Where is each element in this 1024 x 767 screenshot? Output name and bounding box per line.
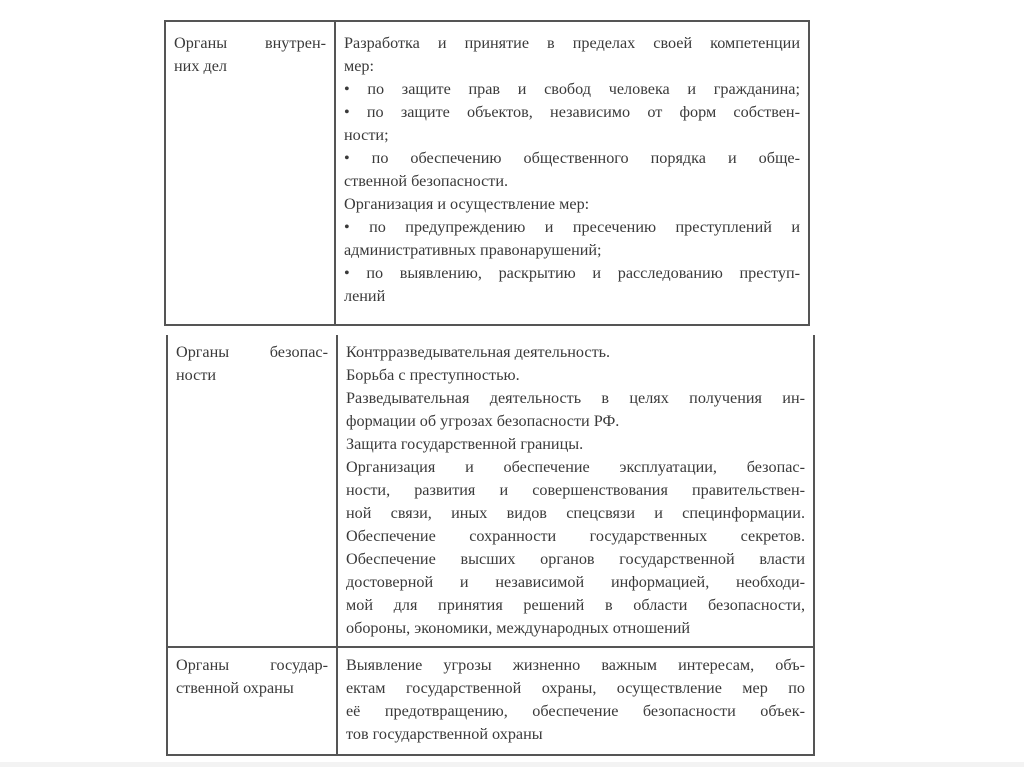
description-line: • по защите прав и свобод человека и гражданина; bbox=[344, 80, 800, 98]
description-line: Разработка и принятие в пределах своей компетенции bbox=[344, 34, 800, 52]
description-line: Организация и обеспечение эксплуатации, безопас- bbox=[346, 458, 805, 476]
description-line: • по выявлению, раскрытию и расследованию преступ- bbox=[344, 264, 800, 282]
organ-line: Органы безопас- bbox=[176, 343, 328, 361]
table-row bbox=[167, 647, 814, 755]
description-line: • по предупреждению и пресечению преступлений и bbox=[344, 218, 800, 236]
table-row bbox=[167, 335, 814, 647]
description-cell-security bbox=[337, 335, 814, 647]
description-line: мер: bbox=[344, 57, 375, 75]
organ-cell-state-protection bbox=[167, 647, 337, 755]
description-cell-state-protection bbox=[337, 647, 814, 755]
organ-line: ности bbox=[176, 366, 217, 384]
table-part-2 bbox=[166, 335, 815, 756]
description-line: Обеспечение высших органов государственной власти bbox=[346, 550, 805, 568]
organ-line: Органы государ- bbox=[176, 656, 328, 674]
description-line: мой для принятия решений в области безопасности, bbox=[346, 596, 805, 614]
description-line: её предотвращению, обеспечение безопасности объек- bbox=[346, 702, 805, 720]
organ-cell-security bbox=[167, 335, 337, 647]
description-line: лений bbox=[344, 287, 386, 305]
description-line: Контрразведывательная деятельность. bbox=[346, 343, 611, 361]
description-line: Защита государственной границы. bbox=[346, 435, 584, 453]
description-line: Борьба с преступностью. bbox=[346, 366, 520, 384]
table-row bbox=[165, 21, 809, 325]
description-line: Разведывательная деятельность в целях получения ин- bbox=[346, 389, 805, 407]
description-line: ности, развития и совершенствования правительствен- bbox=[346, 481, 805, 499]
organ-line: ственной охраны bbox=[176, 679, 294, 697]
organ-line: Органы внутрен- bbox=[174, 34, 326, 52]
description-line: формации об угрозах безопасности РФ. bbox=[346, 412, 620, 430]
page-bottom-band bbox=[0, 762, 1024, 767]
description-line: достоверной и независимой информацией, необходи- bbox=[346, 573, 805, 591]
organ-line: них дел bbox=[174, 57, 227, 75]
description-line: Выявление угрозы жизненно важным интересам, объ- bbox=[346, 656, 805, 674]
description-line: административных правонарушений; bbox=[344, 241, 602, 259]
description-line: • по защите объектов, независимо от форм собствен- bbox=[344, 103, 800, 121]
table-part-1 bbox=[164, 20, 810, 326]
description-cell-internal-affairs bbox=[335, 21, 809, 325]
description-line: ной связи, иных видов спецсвязи и специнформации. bbox=[346, 504, 805, 522]
organ-cell-internal-affairs bbox=[165, 21, 335, 325]
description-line: ности; bbox=[344, 126, 389, 144]
description-line: Организация и осуществление мер: bbox=[344, 195, 590, 213]
description-line: ственной безопасности. bbox=[344, 172, 509, 190]
description-line: обороны, экономики, международных отношений bbox=[346, 619, 691, 637]
description-line: тов государственной охраны bbox=[346, 725, 543, 743]
description-line: Обеспечение сохранности государственных секретов. bbox=[346, 527, 805, 545]
description-line: • по обеспечению общественного порядка и обще- bbox=[344, 149, 800, 167]
description-line: ектам государственной охраны, осуществление мер по bbox=[346, 679, 805, 697]
